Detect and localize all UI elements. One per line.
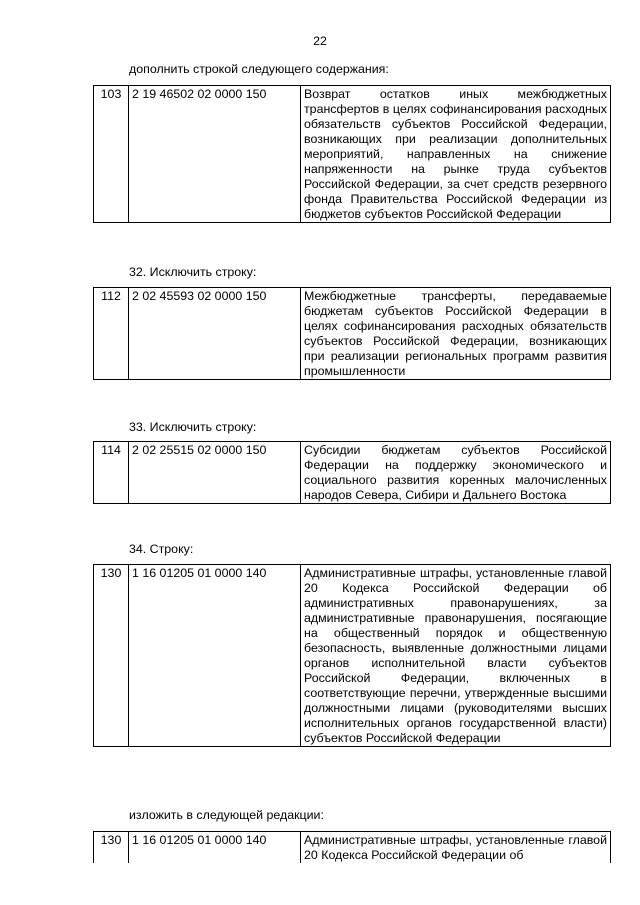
budget-code-cell: 2 02 45593 02 0000 150 bbox=[129, 288, 301, 380]
description-cell: Субсидии бюджетам субъектов Российской Федерации на поддержку экономического и социального развития коренных малочисленных народов Севера, Сибири и Дальнего Востока bbox=[301, 442, 611, 504]
amendment-table-row-114 bbox=[93, 441, 611, 504]
amendment-table-row-103 bbox=[93, 85, 611, 223]
instruction-new-wording: изложить в следующей редакции: bbox=[129, 808, 324, 822]
instruction-exclude-row-32: 32. Исключить строку: bbox=[129, 265, 257, 279]
amendment-table-row-112 bbox=[93, 287, 611, 380]
budget-code-cell: 1 16 01205 01 0000 140 bbox=[129, 565, 301, 747]
table-row bbox=[94, 832, 611, 864]
table-row bbox=[94, 86, 611, 223]
instruction-add-row: дополнить строкой следующего содержания: bbox=[129, 62, 389, 76]
description-cell: Межбюджетные трансферты, передаваемые бюджетам субъектов Российской Федерации в целях софинансирования расходных обязательств субъектов Российской Федерации, возникающих при реализации региональных программ развития промышленности bbox=[301, 288, 611, 380]
row-number-cell: 130 bbox=[94, 832, 129, 864]
page-number: 22 bbox=[313, 34, 327, 48]
instruction-row-34: 34. Строку: bbox=[129, 542, 194, 556]
row-number-cell: 130 bbox=[94, 565, 129, 747]
amendment-table-row-130-new bbox=[93, 831, 611, 863]
table-row bbox=[94, 442, 611, 504]
description-cell: Административные штрафы, установленные главой 20 Кодекса Российской Федерации об административных правонарушениях, за административные правонарушения, посягающие на общественный порядок и общественную безопасность, выявленные должностными лицами органов исполнительной власти субъектов Российской Федерации, включенных в соответствующие перечни, утвержденные высшими должностными лицами (руководителями высших исполнительных органов государственной власти) субъектов Российской Федерации bbox=[301, 565, 611, 747]
budget-code-cell: 2 02 25515 02 0000 150 bbox=[129, 442, 301, 504]
instruction-exclude-row-33: 33. Исключить строку: bbox=[129, 420, 257, 434]
amendment-table-row-130-old bbox=[93, 564, 611, 747]
description-cell: Административные штрафы, установленные главой 20 Кодекса Российской Федерации об bbox=[301, 832, 611, 864]
row-number-cell: 103 bbox=[94, 86, 129, 223]
row-number-cell: 112 bbox=[94, 288, 129, 380]
table-row bbox=[94, 565, 611, 747]
description-cell: Возврат остатков иных межбюджетных трансфертов в целях софинансирования расходных обязательств субъектов Российской Федерации, возникающих при реализации дополнительных мероприятий, направленных на снижение напряженности на рынке труда субъектов Российской Федерации, за счет средств резервного фонда Правительства Российской Федерации из бюджетов субъектов Российской Федерации bbox=[301, 86, 611, 223]
budget-code-cell: 2 19 46502 02 0000 150 bbox=[129, 86, 301, 223]
row-number-cell: 114 bbox=[94, 442, 129, 504]
budget-code-cell: 1 16 01205 01 0000 140 bbox=[129, 832, 301, 864]
table-row bbox=[94, 288, 611, 380]
amendment-table-row-130-new-wrapper bbox=[93, 831, 613, 863]
